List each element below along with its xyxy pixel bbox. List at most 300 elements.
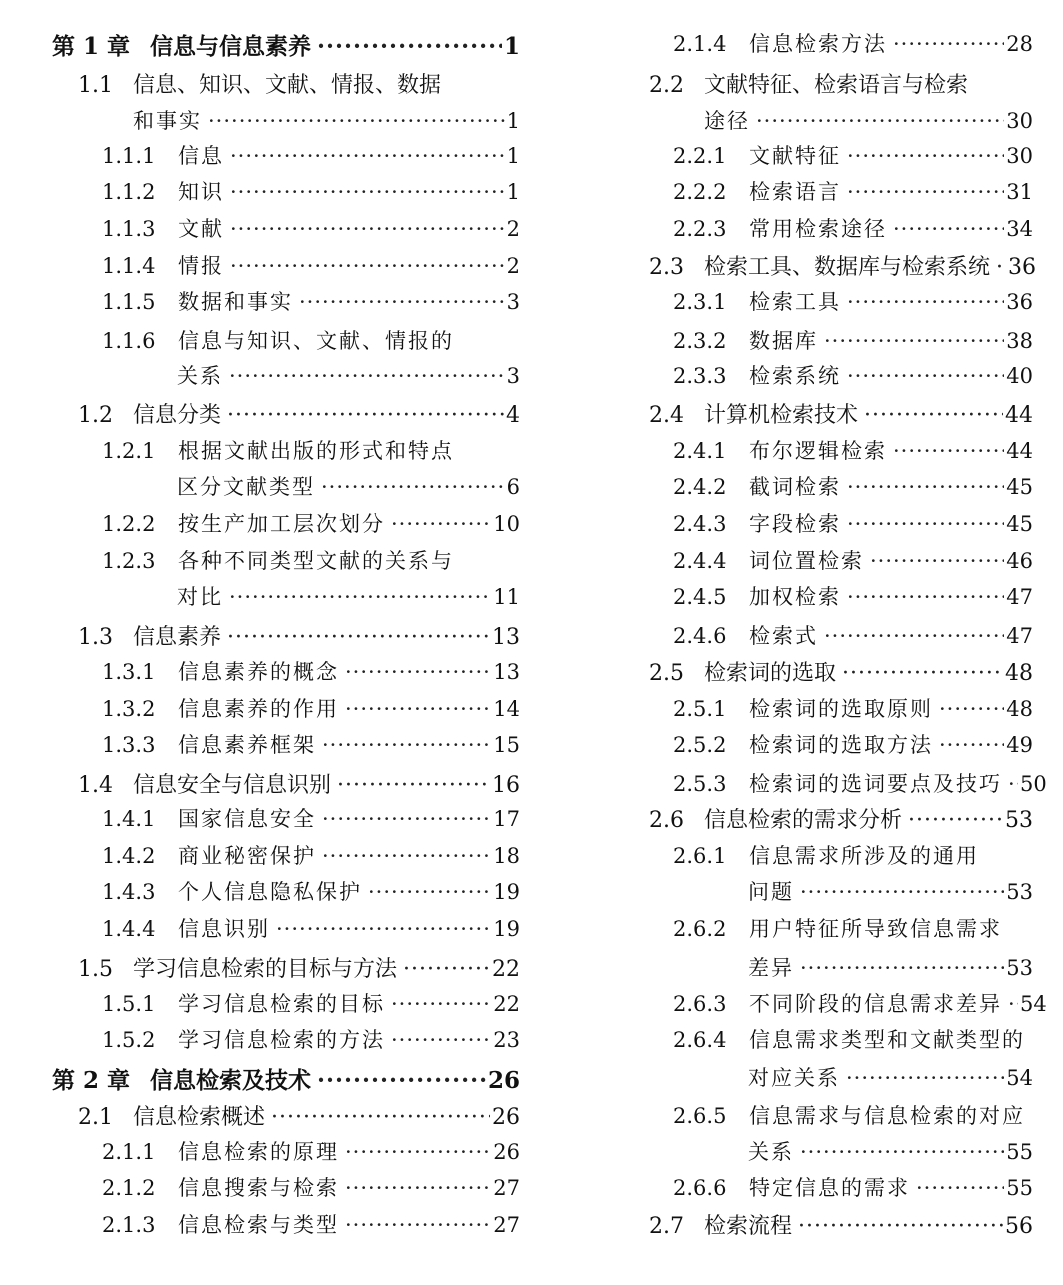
toc-section-number: 1.5.2 [102, 1028, 156, 1052]
toc-section-number: 2.3.2 [673, 329, 727, 353]
toc-page-number: 14 [493, 697, 520, 721]
toc-section-title: 信息检索概述 [133, 1105, 266, 1130]
toc-section-title: 检索语言 [749, 180, 841, 204]
toc-entry [0, 1172, 520, 1208]
toc-dot-leader [337, 773, 490, 798]
toc-dot-leader [391, 992, 491, 1016]
toc-entry [577, 913, 1033, 949]
toc-dot-leader [800, 956, 1004, 980]
toc-entry [0, 1136, 520, 1172]
toc-entry [0, 1209, 520, 1245]
toc-page-number: 45 [1006, 512, 1033, 536]
toc-entry [577, 656, 1033, 692]
toc-dot-leader [824, 329, 1004, 353]
toc-section-title: 关系 [748, 1140, 794, 1164]
toc-entry [577, 286, 1033, 322]
toc-entry [577, 1172, 1033, 1208]
toc-dot-leader [230, 254, 505, 278]
toc-page-number: 40 [1006, 364, 1033, 388]
toc-page-number: 46 [1006, 549, 1033, 573]
toc-section-number: 1.1 [78, 73, 113, 98]
toc-section-number: 2.1.2 [102, 1176, 156, 1200]
toc-section-number: 2.4.5 [673, 585, 727, 609]
toc-entry [0, 656, 520, 692]
toc-entry [0, 1100, 520, 1136]
toc-section-number: 2.2.2 [673, 180, 727, 204]
toc-section-title: 问题 [748, 880, 794, 904]
toc-dot-leader [893, 32, 1004, 56]
toc-dot-leader [847, 180, 1004, 204]
toc-section-number: 2.6.3 [673, 992, 727, 1016]
toc-section-title: 字段检索 [749, 512, 841, 536]
toc-page-number: 17 [493, 807, 520, 831]
toc-dot-leader [299, 290, 505, 314]
toc-dot-leader [798, 1214, 1003, 1239]
toc-page-number: 48 [1005, 661, 1033, 686]
toc-section-number: 2.4 [649, 403, 684, 428]
toc-section-number: 2.1.4 [673, 32, 727, 56]
toc-section-title: 加权检索 [749, 585, 841, 609]
toc-entry [0, 876, 520, 912]
toc-page-number: 50 [1020, 772, 1047, 796]
toc-page-number: 34 [1006, 217, 1033, 241]
toc-dot-leader [322, 807, 491, 831]
toc-section-title: 检索词的选取原则 [749, 697, 933, 721]
toc-dot-leader [391, 512, 491, 536]
toc-page-number: 3 [506, 364, 520, 388]
toc-section-title: 信息安全与信息识别 [133, 773, 332, 798]
toc-entry [577, 952, 1033, 988]
toc-dot-leader [916, 1176, 1004, 1200]
toc-dot-leader [227, 625, 490, 650]
toc-section-number: 2.4.4 [673, 549, 727, 573]
toc-page-number: 36 [1008, 255, 1037, 280]
toc-dot-leader [847, 512, 1004, 536]
toc-page-number: 49 [1006, 733, 1033, 757]
toc-section-title: 信息需求与信息检索的对应 [749, 1104, 1025, 1128]
toc-entry [0, 286, 520, 322]
toc-section-number: 2.3 [649, 255, 684, 280]
toc-dot-leader [939, 697, 1004, 721]
toc-page-number: 16 [492, 773, 520, 798]
toc-entry [577, 176, 1033, 212]
toc-dot-leader [345, 1140, 491, 1164]
toc-page-number: 26 [492, 1105, 520, 1130]
toc-section-title: 信息检索的原理 [178, 1140, 339, 1164]
toc-section-title: 信息需求类型和文献类型的 [749, 1028, 1025, 1052]
toc-page-number: 54 [1006, 1066, 1033, 1090]
toc-section-number: 2.6.5 [673, 1104, 727, 1128]
toc-section-title: 信息需求所涉及的通用 [749, 844, 979, 868]
toc-section-title: 不同阶段的信息需求差异 [749, 992, 1002, 1016]
toc-dot-leader [229, 364, 505, 388]
toc-page-number: 4 [506, 403, 520, 428]
toc-page-number: 27 [493, 1213, 520, 1237]
toc-dot-leader [317, 33, 502, 60]
toc-dot-leader [391, 1028, 491, 1052]
toc-entry [0, 729, 520, 765]
toc-dot-leader [345, 660, 491, 684]
toc-section-title: 信息与知识、文献、情报的 [178, 329, 454, 353]
toc-section-number: 1.1.4 [102, 254, 156, 278]
toc-entry [0, 803, 520, 839]
toc-section-title: 检索词的选取方法 [749, 733, 933, 757]
toc-section-number: 1.4.1 [102, 807, 156, 831]
toc-section-number: 1.3.2 [102, 697, 156, 721]
toc-entry [577, 471, 1033, 507]
toc-section-number: 2.7 [649, 1214, 684, 1239]
toc-entry [0, 581, 520, 617]
toc-page-number: 30 [1006, 144, 1033, 168]
toc-section-number: 2.3.3 [673, 364, 727, 388]
toc-section-title: 学习信息检索的目标 [178, 992, 385, 1016]
toc-section-title: 对比 [177, 585, 223, 609]
toc-entry [0, 105, 520, 141]
toc-page-number: 22 [492, 957, 520, 982]
toc-section-number: 第 2 章 [52, 1067, 131, 1094]
toc-page-number: 47 [1006, 624, 1033, 648]
toc-section-number: 1.2 [78, 403, 113, 428]
toc-section-title: 检索工具 [749, 290, 841, 314]
toc-section-title: 特定信息的需求 [749, 1176, 910, 1200]
toc-section-title: 检索词的选词要点及技巧 [749, 772, 1002, 796]
toc-page-number: 53 [1005, 808, 1033, 833]
toc-page-number: 6 [506, 475, 520, 499]
toc-entry [0, 840, 520, 876]
toc-page-number: 3 [506, 290, 520, 314]
toc-page-number: 18 [493, 844, 520, 868]
toc-section-title: 个人信息隐私保护 [178, 880, 362, 904]
toc-section-number: 2.1 [78, 1105, 113, 1130]
toc-section-title: 检索工具、数据库与检索系统 [704, 255, 991, 280]
toc-entry [0, 325, 520, 361]
toc-page-number: 55 [1006, 1176, 1033, 1200]
toc-page-number: 45 [1006, 475, 1033, 499]
toc-section-title: 截词检索 [749, 475, 841, 499]
toc-section-number: 1.1.2 [102, 180, 156, 204]
toc-entry [577, 325, 1033, 361]
toc-section-title: 信息搜索与检索 [178, 1176, 339, 1200]
toc-dot-leader [1008, 772, 1018, 796]
toc-dot-leader [824, 624, 1004, 648]
toc-page-number: 36 [1006, 290, 1033, 314]
toc-dot-leader [800, 1140, 1004, 1164]
toc-dot-leader [345, 1213, 491, 1237]
toc-entry [577, 250, 1037, 286]
toc-entry [0, 620, 520, 656]
toc-section-title: 检索词的选取 [704, 661, 837, 686]
toc-entry [0, 1024, 520, 1060]
toc-entry [0, 435, 520, 471]
toc-section-title: 学习信息检索的方法 [178, 1028, 385, 1052]
toc-section-number: 1.3.3 [102, 733, 156, 757]
toc-dot-leader [800, 880, 1004, 904]
toc-dot-leader [870, 549, 1004, 573]
toc-section-title: 数据和事实 [178, 290, 293, 314]
toc-section-title: 信息素养框架 [178, 733, 316, 757]
toc-section-title: 学习信息检索的目标与方法 [133, 957, 398, 982]
toc-page-number: 1 [503, 33, 520, 60]
toc-section-number: 2.3.1 [673, 290, 727, 314]
toc-section-title: 文献 [178, 217, 224, 241]
toc-section-title: 用户特征所导致信息需求 [749, 917, 1002, 941]
toc-section-number: 2.4.1 [673, 439, 727, 463]
toc-dot-leader [847, 475, 1004, 499]
toc-section-title: 途径 [704, 109, 750, 133]
toc-section-number: 1.3 [78, 625, 113, 650]
toc-section-number: 2.6.2 [673, 917, 727, 941]
toc-entry [577, 1209, 1033, 1245]
toc-section-title: 信息检索与类型 [178, 1213, 339, 1237]
toc-section-title: 情报 [178, 254, 224, 278]
toc-section-title: 信息素养的作用 [178, 697, 339, 721]
toc-section-number: 1.4.4 [102, 917, 156, 941]
toc-dot-leader [403, 957, 490, 982]
toc-section-title: 文献特征、检索语言与检索 [704, 73, 969, 98]
toc-entry [577, 620, 1033, 656]
toc-dot-leader [321, 475, 505, 499]
toc-section-number: 1.4 [78, 773, 113, 798]
toc-dot-leader [276, 917, 491, 941]
toc-section-number: 2.2.1 [673, 144, 727, 168]
toc-entry [577, 768, 1047, 804]
toc-entry [577, 1024, 1033, 1060]
toc-dot-leader [1008, 992, 1018, 1016]
toc-section-number: 2.5.1 [673, 697, 727, 721]
toc-section-title: 常用检索途径 [749, 217, 887, 241]
toc-entry [577, 729, 1033, 765]
toc-section-title: 布尔逻辑检索 [749, 439, 887, 463]
toc-section-title: 信息分类 [133, 403, 222, 428]
toc-page-number: 11 [493, 585, 520, 609]
toc-entry [577, 1100, 1033, 1136]
toc-section-number: 2.6.6 [673, 1176, 727, 1200]
toc-dot-leader [842, 661, 1003, 686]
toc-page-number: 53 [1006, 956, 1033, 980]
toc-section-number: 2.1.3 [102, 1213, 156, 1237]
toc-dot-leader [846, 1066, 1004, 1090]
toc-entry [577, 988, 1047, 1024]
toc-section-number: 第 1 章 [52, 33, 131, 60]
toc-page-number: 1 [506, 144, 520, 168]
toc-dot-leader [322, 844, 491, 868]
toc-section-title: 词位置检索 [749, 549, 864, 573]
toc-page-number: 15 [493, 733, 520, 757]
toc-section-title: 信息 [178, 144, 224, 168]
toc-entry [577, 360, 1033, 396]
toc-dot-leader [893, 439, 1004, 463]
toc-page-number: 26 [487, 1067, 520, 1094]
toc-entry [577, 105, 1033, 141]
toc-page-number: 10 [493, 512, 520, 536]
toc-section-number: 1.4.2 [102, 844, 156, 868]
toc-page-number: 22 [493, 992, 520, 1016]
toc-dot-leader [996, 255, 1006, 280]
toc-dot-leader [939, 733, 1004, 757]
toc-entry [0, 693, 520, 729]
toc-dot-leader [847, 144, 1004, 168]
toc-dot-leader [230, 180, 505, 204]
toc-section-title: 区分文献类型 [177, 475, 315, 499]
toc-section-title: 和事实 [133, 109, 202, 133]
toc-page-number: 48 [1006, 697, 1033, 721]
toc-entry [0, 1062, 520, 1098]
toc-section-number: 2.6 [649, 808, 684, 833]
toc-section-title: 国家信息安全 [178, 807, 316, 831]
toc-section-title: 对应关系 [748, 1066, 840, 1090]
toc-dot-leader [756, 109, 1004, 133]
toc-section-title: 信息检索方法 [749, 32, 887, 56]
toc-entry [577, 68, 1033, 104]
toc-entry [0, 68, 520, 104]
toc-dot-leader [208, 109, 505, 133]
toc-section-title: 计算机检索技术 [704, 403, 859, 428]
toc-entry [0, 250, 520, 286]
toc-dot-leader [230, 144, 505, 168]
toc-dot-leader [317, 1067, 486, 1094]
toc-dot-leader [345, 697, 491, 721]
toc-page-number: 26 [493, 1140, 520, 1164]
toc-section-title: 检索流程 [704, 1214, 793, 1239]
toc-page-number: 13 [493, 660, 520, 684]
toc-entry [577, 803, 1033, 839]
toc-section-number: 2.1.1 [102, 1140, 156, 1164]
toc-section-number: 2.2.3 [673, 217, 727, 241]
toc-section-number: 2.5 [649, 661, 684, 686]
toc-entry [577, 1136, 1033, 1172]
toc-entry [577, 508, 1033, 544]
toc-section-title: 各种不同类型文献的关系与 [178, 549, 454, 573]
toc-section-title: 检索系统 [749, 364, 841, 388]
toc-entry [577, 693, 1033, 729]
toc-entry [577, 435, 1033, 471]
toc-entry [0, 28, 520, 64]
toc-entry [577, 545, 1033, 581]
toc-section-number: 1.1.6 [102, 329, 156, 353]
toc-section-title: 按生产加工层次划分 [178, 512, 385, 536]
toc-page-number: 53 [1006, 880, 1033, 904]
toc-dot-leader [230, 217, 505, 241]
toc-section-title: 信息检索及技术 [150, 1067, 311, 1094]
toc-section-title: 知识 [178, 180, 224, 204]
toc-section-title: 关系 [177, 364, 223, 388]
toc-entry [577, 28, 1033, 64]
toc-section-number: 2.5.3 [673, 772, 727, 796]
toc-entry [0, 545, 520, 581]
toc-entry [0, 176, 520, 212]
toc-page-number: 13 [492, 625, 520, 650]
toc-section-number: 1.5 [78, 957, 113, 982]
toc-page-number: 19 [493, 917, 520, 941]
toc-entry [0, 952, 520, 988]
toc-section-number: 1.1.5 [102, 290, 156, 314]
toc-section-title: 信息素养 [133, 625, 222, 650]
toc-entry [577, 140, 1033, 176]
toc-entry [577, 1062, 1033, 1098]
toc-entry [0, 913, 520, 949]
toc-page-number: 19 [493, 880, 520, 904]
toc-section-title: 文献特征 [749, 144, 841, 168]
toc-dot-leader [322, 733, 491, 757]
toc-page-number: 44 [1006, 439, 1033, 463]
toc-page-number: 1 [506, 109, 520, 133]
toc-section-title: 数据库 [749, 329, 818, 353]
toc-page-number: 54 [1020, 992, 1047, 1016]
toc-page-number: 28 [1006, 32, 1033, 56]
toc-section-number: 2.4.2 [673, 475, 727, 499]
toc-section-number: 2.6.1 [673, 844, 727, 868]
toc-page-number: 27 [493, 1176, 520, 1200]
toc-entry [0, 768, 520, 804]
toc-entry [0, 471, 520, 507]
toc-dot-leader [227, 403, 504, 428]
toc-section-title: 检索式 [749, 624, 818, 648]
toc-section-number: 1.4.3 [102, 880, 156, 904]
toc-page-number: 56 [1005, 1214, 1033, 1239]
toc-page-number: 44 [1005, 403, 1033, 428]
toc-entry [0, 398, 520, 434]
toc-dot-leader [847, 364, 1004, 388]
toc-section-title: 差异 [748, 956, 794, 980]
toc-entry [0, 988, 520, 1024]
toc-page-number: 2 [506, 254, 520, 278]
toc-dot-leader [847, 585, 1004, 609]
toc-dot-leader [847, 290, 1004, 314]
toc-entry [0, 213, 520, 249]
toc-dot-leader [864, 403, 1003, 428]
toc-section-title: 信息识别 [178, 917, 270, 941]
toc-page-number: 38 [1006, 329, 1033, 353]
toc-entry [0, 508, 520, 544]
toc-entry [577, 581, 1033, 617]
toc-dot-leader [908, 808, 1003, 833]
toc-section-number: 2.4.3 [673, 512, 727, 536]
toc-page-number: 31 [1006, 180, 1033, 204]
toc-section-title: 商业秘密保护 [178, 844, 316, 868]
toc-section-number: 1.2.3 [102, 549, 156, 573]
toc-section-number: 1.5.1 [102, 992, 156, 1016]
toc-entry [0, 360, 520, 396]
toc-section-number: 2.6.4 [673, 1028, 727, 1052]
toc-section-number: 1.1.3 [102, 217, 156, 241]
toc-section-title: 信息与信息素养 [150, 33, 311, 60]
toc-section-title: 信息检索的需求分析 [704, 808, 903, 833]
toc-section-number: 2.2 [649, 73, 684, 98]
toc-page-number: 47 [1006, 585, 1033, 609]
toc-dot-leader [271, 1105, 490, 1130]
toc-page-number: 2 [506, 217, 520, 241]
toc-entry [577, 840, 1033, 876]
toc-section-number: 1.3.1 [102, 660, 156, 684]
toc-entry [577, 398, 1033, 434]
toc-section-number: 1.1.1 [102, 144, 156, 168]
toc-dot-leader [345, 1176, 491, 1200]
toc-dot-leader [368, 880, 491, 904]
toc-section-title: 根据文献出版的形式和特点 [178, 439, 454, 463]
toc-section-title: 信息素养的概念 [178, 660, 339, 684]
toc-dot-leader [893, 217, 1004, 241]
toc-entry [577, 213, 1033, 249]
toc-entry [0, 140, 520, 176]
toc-section-number: 2.4.6 [673, 624, 727, 648]
toc-dot-leader [229, 585, 491, 609]
toc-section-number: 2.5.2 [673, 733, 727, 757]
toc-section-number: 1.2.2 [102, 512, 156, 536]
toc-page-number: 30 [1006, 109, 1033, 133]
toc-entry [577, 876, 1033, 912]
toc-page-number: 23 [493, 1028, 520, 1052]
toc-page-number: 55 [1006, 1140, 1033, 1164]
